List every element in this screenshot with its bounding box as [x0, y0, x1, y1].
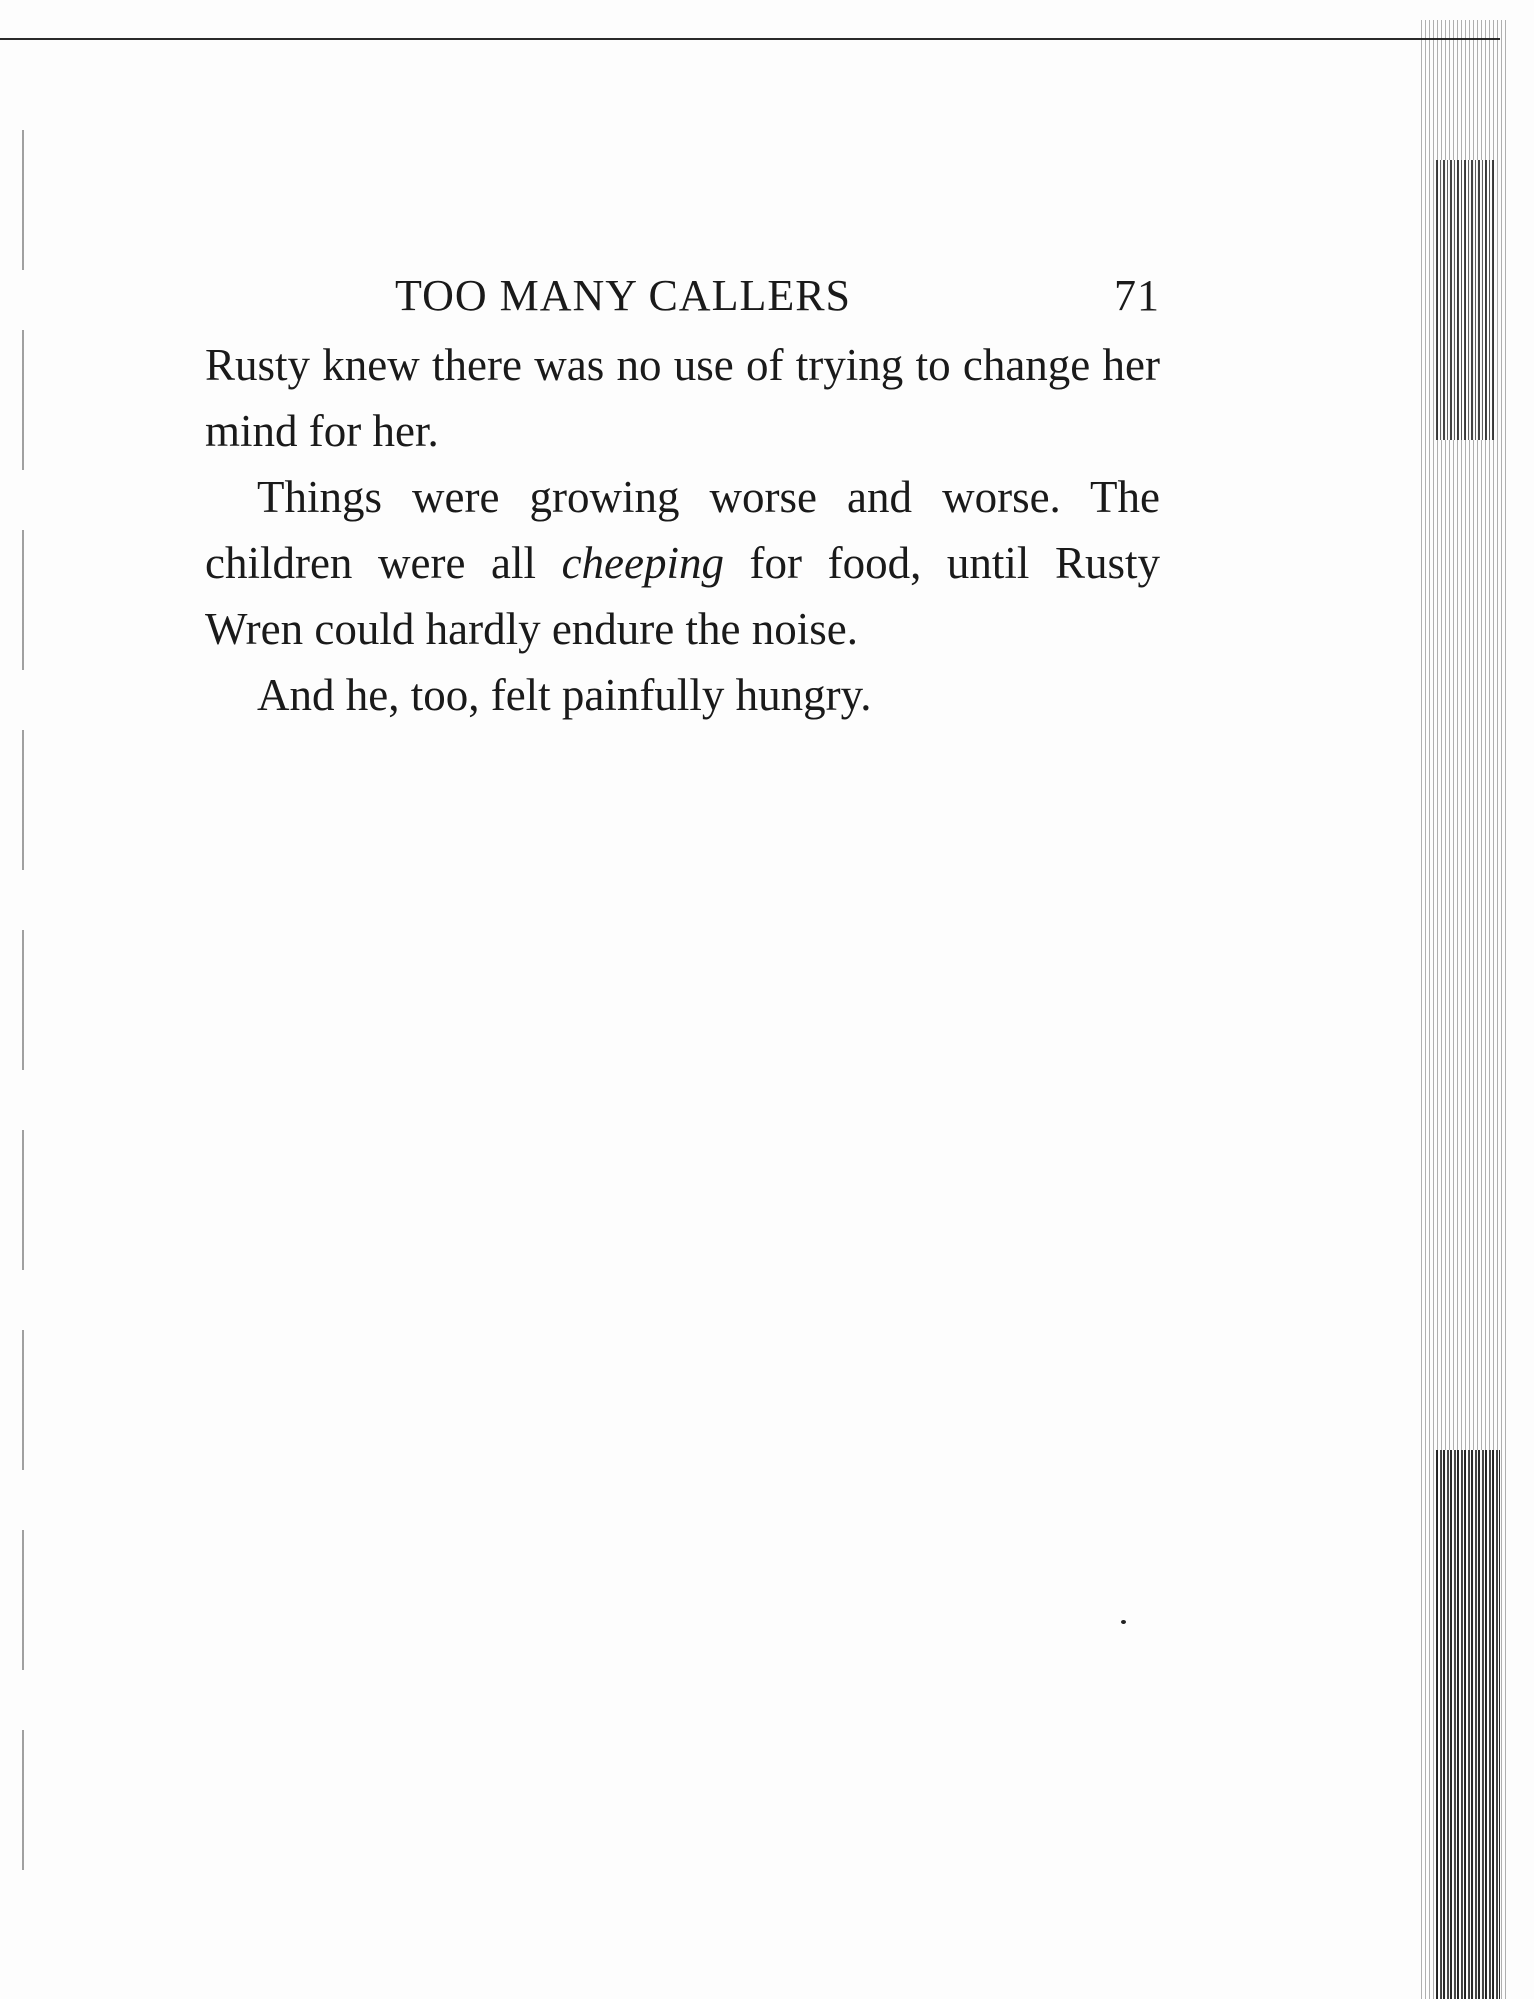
paragraph-1: Rusty knew there was no use of trying to change her mind for her.: [205, 340, 1160, 456]
binding-dark-band-bottom: [1436, 1450, 1500, 1999]
paragraph-2: [205, 464, 1160, 662]
running-head-title: TOO MANY CALLERS: [395, 271, 852, 320]
running-head: [205, 270, 1160, 332]
top-rule: [0, 38, 1500, 40]
text-block: [205, 270, 1160, 728]
left-page-edge: [22, 130, 24, 1870]
paragraph-2-emphasis: cheeping: [561, 538, 724, 588]
ink-speck: [1121, 1620, 1126, 1624]
binding-dark-band-top: [1436, 160, 1496, 440]
paragraph-3: And he, too, felt painfully hungry.: [257, 670, 872, 720]
paragraph-2-text-after: for food, until Rusty Wren could hardly endure the noise.: [205, 538, 1161, 654]
paragraph-2-text-before: Things were growing worse and worse. The children were all: [205, 472, 1160, 588]
page-number: 71: [1114, 271, 1160, 320]
